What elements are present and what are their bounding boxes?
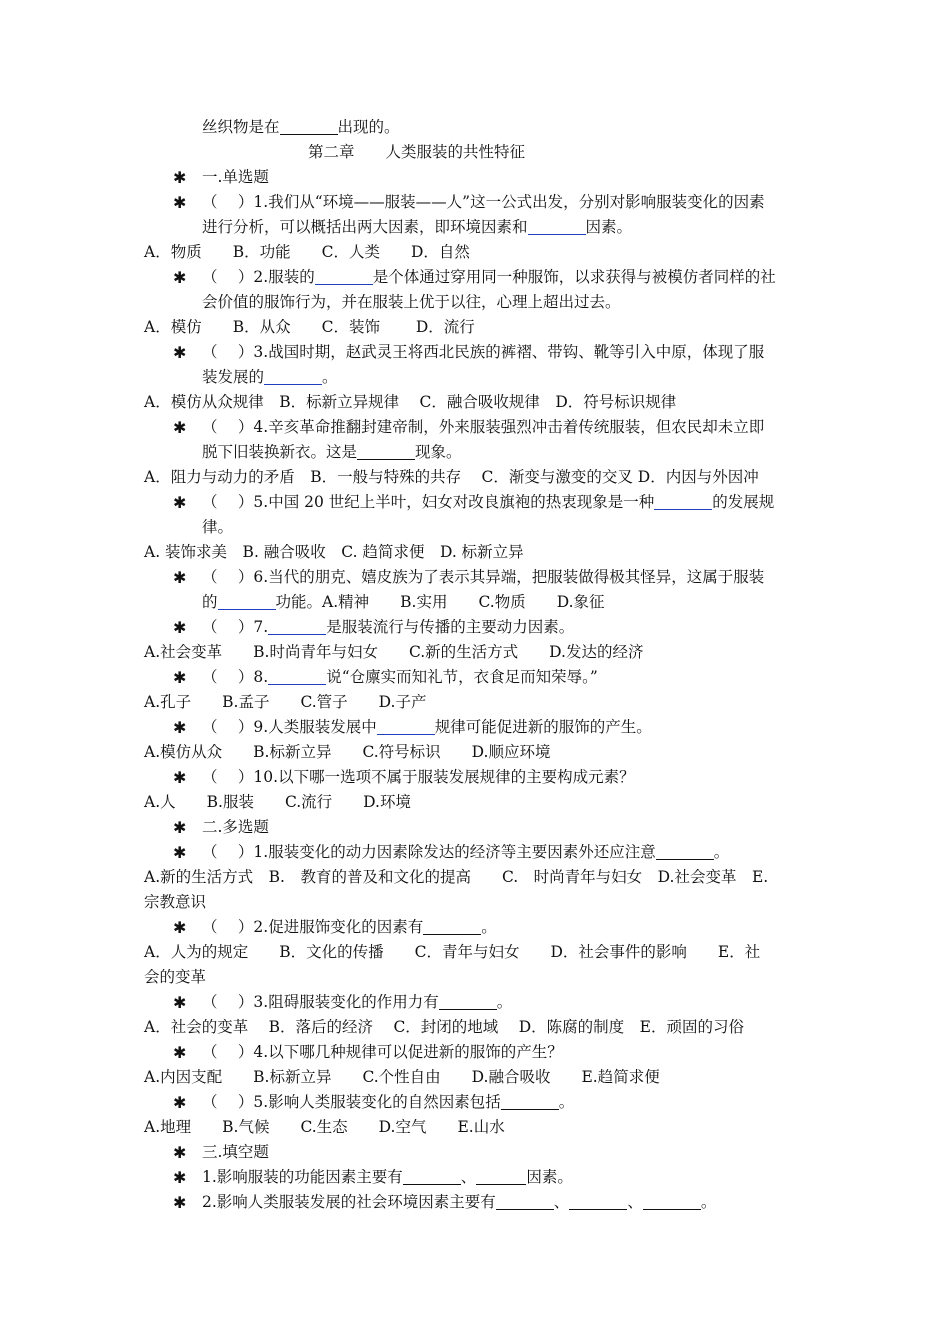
text-segment: 2.影响人类服装发展的社会环境因素主要有 [202, 1193, 496, 1211]
bullet-icon: ✱ [173, 843, 187, 862]
question-line [202, 990, 812, 1015]
bullet-icon: ✱ [173, 268, 187, 287]
options-line: A.模仿从众 B.标新立异 C.符号标识 D.顺应环境 [144, 743, 551, 761]
options-line: A．阻力与动力的矛盾 B．一般与特殊的共存 C．渐变与激变的交叉 D．内因与外因冲 [144, 468, 759, 486]
blank-line [496, 1192, 554, 1210]
text-segment: 说“仓廪实而知礼节，衣食足而知荣辱。” [326, 668, 598, 686]
bullet-icon: ✱ [173, 418, 187, 437]
question-line [202, 715, 812, 740]
text-segment: 的发展规 [712, 493, 775, 511]
bullet-icon: ✱ [173, 1143, 187, 1162]
text-segment: 丝织物是在 [202, 118, 280, 136]
question-line [202, 215, 812, 240]
options-line: A.孔子 B.孟子 C.管子 D.子产 [144, 693, 427, 711]
question-line [202, 1165, 812, 1190]
section-heading: 三.填空题 [202, 1143, 269, 1161]
question-line: （ ）4.辛亥革命推翻封建帝制，外来服装强烈冲击着传统服装，但农民却未立即 [202, 418, 765, 436]
blank-line [268, 667, 326, 685]
bullet-icon: ✱ [173, 993, 187, 1012]
question-line [202, 365, 812, 390]
text-segment: 因素。 [585, 218, 633, 236]
bullet-icon: ✱ [173, 668, 187, 687]
text-line [202, 115, 812, 140]
question-line [202, 265, 812, 290]
section-heading: 一.单选题 [202, 168, 269, 186]
question-line [202, 440, 812, 465]
text-segment: （ ）3.阻碍服装变化的作用力有 [202, 993, 439, 1011]
question-line: （ ）10.以下哪一选项不属于服装发展规律的主要构成元素？ [202, 768, 635, 786]
text-segment: （ ）9.人类服装发展中 [202, 718, 377, 736]
blank-line [377, 717, 435, 735]
bullet-icon: ✱ [173, 818, 187, 837]
text-segment: （ ）2.服装的 [202, 268, 315, 286]
blank-line [280, 117, 338, 135]
bullet-icon: ✱ [173, 718, 187, 737]
bullet-icon: ✱ [173, 1043, 187, 1062]
text-segment: （ ）5.影响人类服装变化的自然因素包括 [202, 1093, 501, 1111]
bullet-icon: ✱ [173, 1193, 187, 1212]
section-heading: 二.多选题 [202, 818, 269, 836]
text-segment: 、 [460, 1168, 477, 1186]
text-segment: 装发展的 [202, 368, 265, 386]
blank-line [218, 592, 276, 610]
options-line: A．模仿 B．从众 C．装饰 D．流行 [144, 318, 475, 336]
blank-line [528, 217, 586, 235]
options-line: A.内因支配 B.标新立异 C.个性自由 D.融合吸收 E.趋简求便 [144, 1068, 660, 1086]
blank-line [501, 1092, 559, 1110]
question-line: 会价值的服饰行为，并在服装上优于以往，心理上超出过去。 [202, 293, 621, 311]
question-line [202, 665, 812, 690]
text-segment: 的 [202, 593, 218, 611]
text-segment: 、 [553, 1193, 570, 1211]
text-segment: （ ）2.促进服饰变化的因素有 [202, 918, 424, 936]
text-segment: （ ）8. [202, 668, 269, 686]
question-line [202, 615, 812, 640]
text-segment: 出现的。 [337, 118, 400, 136]
text-segment: 因素。 [526, 1168, 573, 1186]
blank-line [654, 492, 712, 510]
bullet-icon: ✱ [173, 1168, 187, 1187]
text-segment: 是个体通过穿用同一种服饰，以求获得与被模仿者同样的社 [372, 268, 776, 286]
bullet-icon: ✱ [173, 193, 187, 212]
question-line: （ ）4.以下哪几种规律可以促进新的服饰的产生？ [202, 1043, 563, 1061]
blank-line [476, 1167, 526, 1185]
bullet-icon: ✱ [173, 618, 187, 637]
text-segment: 脱下旧装换新衣。这是 [202, 443, 358, 461]
options-line: A.新的生活方式 B. 教育的普及和文化的提高 C. 时尚青年与妇女 D.社会变革 E. [144, 868, 769, 886]
text-segment: 。 [558, 1093, 575, 1111]
text-segment: 进行分析，可以概括出两大因素，即环境因素和 [202, 218, 528, 236]
bullet-icon: ✱ [173, 493, 187, 512]
question-line [202, 590, 812, 615]
options-line: A.人 B.服装 C.流行 D.环境 [144, 793, 411, 811]
text-segment: 。 [322, 368, 338, 386]
text-segment: 。 [496, 993, 513, 1011]
blank-line [268, 617, 326, 635]
question-line [202, 490, 812, 515]
text-segment: 现象。 [415, 443, 462, 461]
blank-line [403, 1167, 461, 1185]
options-line: A.社会变革 B.时尚青年与妇女 C.新的生活方式 D.发达的经济 [144, 643, 644, 661]
text-segment: 规律可能促进新的服饰的产生。 [434, 718, 652, 736]
options-line: 宗教意识 [144, 893, 207, 911]
bullet-icon: ✱ [173, 343, 187, 362]
options-line: A.地理 B.气候 C.生态 D.空气 E.山水 [144, 1118, 505, 1136]
text-segment: （ ）1.服装变化的动力因素除发达的经济等主要因素外还应注意 [202, 843, 656, 861]
text-segment: 。 [481, 918, 497, 936]
question-line: 律。 [202, 518, 234, 536]
bullet-icon: ✱ [173, 568, 187, 587]
text-segment: 是服装流行与传播的主要动力因素。 [326, 618, 575, 636]
bullet-icon: ✱ [173, 918, 187, 937]
blank-line [439, 992, 497, 1010]
text-segment: （ ）7. [202, 618, 269, 636]
options-line: A．人为的规定 B．文化的传播 C．青年与妇女 D．社会事件的影响 E．社 [144, 943, 761, 961]
question-line [202, 840, 812, 865]
blank-line [315, 267, 373, 285]
question-line [202, 1090, 812, 1115]
options-line: A．社会的变革 B．落后的经济 C．封闭的地域 D．陈腐的制度 E．顽固的习俗 [144, 1018, 744, 1036]
text-segment: 。 [700, 1193, 717, 1211]
options-line: A．模仿从众规律 B．标新立异规律 C．融合吸收规律 D．符号标识规律 [144, 393, 677, 411]
bullet-icon: ✱ [173, 768, 187, 787]
options-line: A. 装饰求美 B. 融合吸收 C. 趋简求便 D. 标新立异 [144, 543, 524, 561]
blank-line [656, 842, 714, 860]
options-line: 会的变革 [144, 968, 207, 986]
question-line: （ ）6.当代的朋克、嬉皮族为了表示其异端，把服装做得极其怪异，这属于服装 [202, 568, 765, 586]
text-segment: 。 [713, 843, 730, 861]
text-segment: 功能。A.精神 B.实用 C.物质 D.象征 [275, 593, 605, 611]
bullet-icon: ✱ [173, 168, 187, 187]
question-line [202, 1190, 812, 1215]
blank-line [569, 1192, 627, 1210]
options-line: A．物质 B．功能 C．人类 D．自然 [144, 243, 470, 261]
blank-line [643, 1192, 701, 1210]
blank-line [264, 367, 322, 385]
question-line [202, 915, 812, 940]
bullet-icon: ✱ [173, 1093, 187, 1112]
blank-line [357, 442, 415, 460]
text-segment: 、 [627, 1193, 643, 1211]
text-segment: 1.影响服装的功能因素主要有 [202, 1168, 403, 1186]
question-line: （ ）3.战国时期，赵武灵王将西北民族的裤褶、带钩、靴等引入中原，体现了服 [202, 343, 765, 361]
blank-line [423, 917, 481, 935]
question-line: （ ）1.我们从“环境——服装——人”这一公式出发，分别对影响服装变化的因素 [202, 193, 765, 211]
chapter-title: 第二章 人类服装的共性特征 [308, 143, 526, 161]
text-segment: （ ）5.中国 20 世纪上半叶，妇女对改良旗袍的热衷现象是一种 [202, 493, 655, 511]
